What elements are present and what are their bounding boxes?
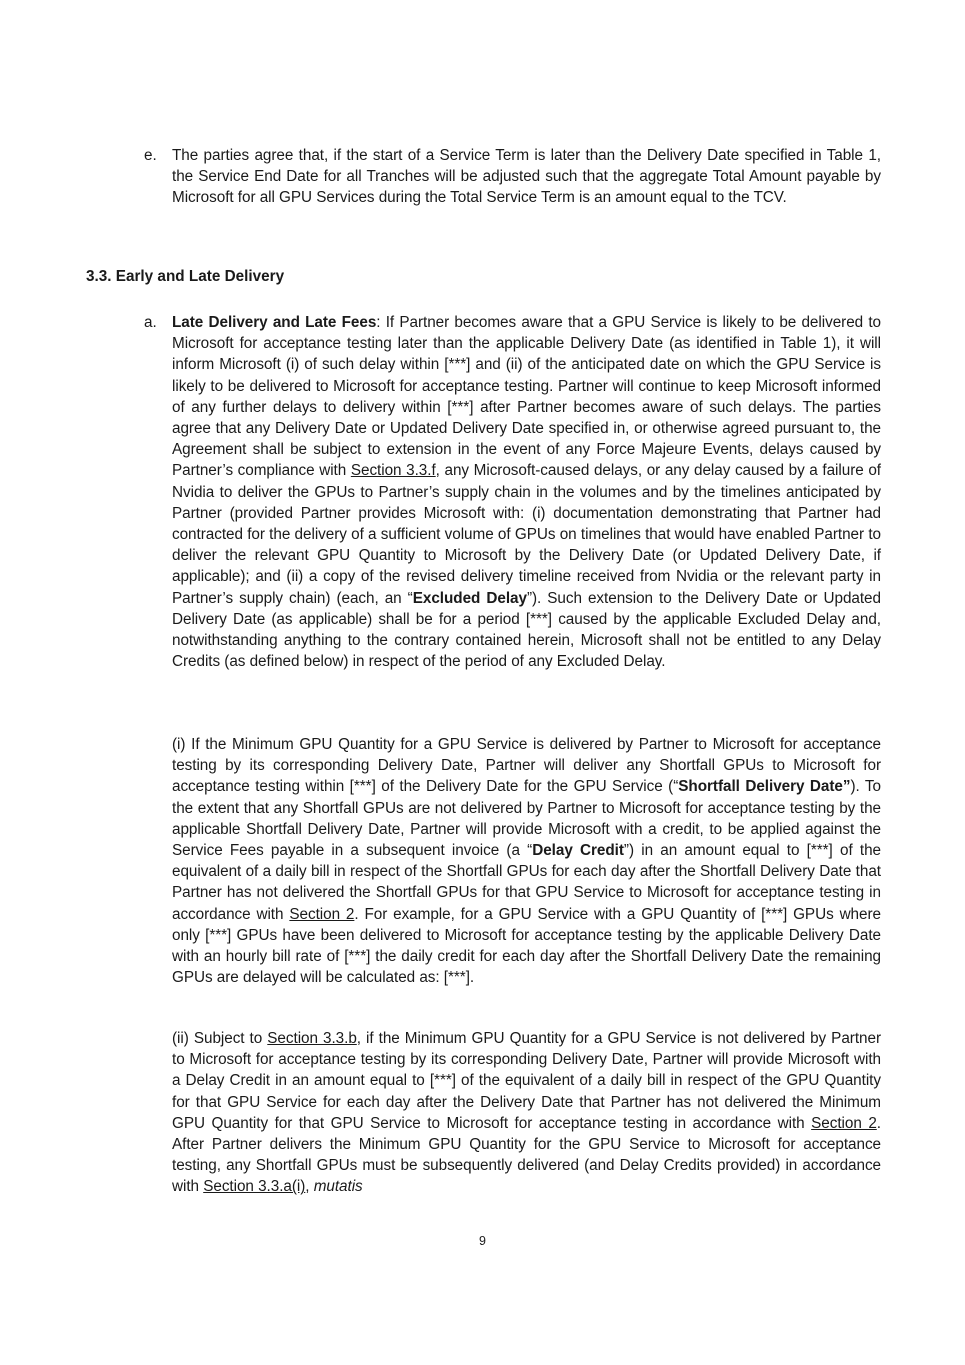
link-section-2-second[interactable]: Section 2: [811, 1114, 877, 1132]
sub-i-text-2: ). To the extent that any Shortfall GPUs are not delivered by Partner to Microsoft for acceptance testing by the applicable Shortfall Delivery Date, Partner will provide Microsoft with a credit, to be applied against the Service Fees payable in a subsequent invoice (a “: [172, 778, 881, 860]
mutatis-italic: mutatis: [313, 1178, 363, 1196]
link-section-3-3-f[interactable]: Section 3.3.f: [350, 462, 436, 480]
paragraph-sub-ii: [172, 1028, 881, 1198]
sub-i-text-1: (i) If the Minimum GPU Quantity for a GPU Service is delivered by Partner to Microsoft for acceptance testing by its corresponding Delivery Date, Partner will deliver any Shortfall GPUs to Microsoft for acceptance testing within [***] of the Delivery Date for the GPU Service (“: [172, 736, 881, 796]
term-shortfall-delivery-date: Shortfall Delivery Date”: [678, 778, 851, 796]
sub-i-text-3: ”) in an amount equal to [***] of the equivalent of a daily bill in respect of the Shortfall GPUs for each day after the Shortfall Delivery Date that Partner has not delivered the Shortfall GPUs for that GPU Service to Microsoft for acceptance testing in accordance with: [172, 842, 881, 923]
paragraph-sub-i: [172, 734, 881, 988]
section-heading-3-3: 3.3. Early and Late Delivery: [86, 268, 285, 285]
link-section-3-3-a-i[interactable]: Section 3.3.a(i): [203, 1178, 306, 1196]
term-excluded-delay: Excluded Delay: [412, 589, 527, 607]
list-marker-a: a.: [144, 314, 157, 331]
paragraph-a-text-2: , any Microsoft-caused delays, or any delay caused by a failure of Nvidia to deliver the GPUs to Partner’s supply chain in the volumes and by the timelines anticipated by Partner (provided Partner provides Microsoft with: (i) documentation demonstrating that Partner had contracted for the delivery of a sufficient volume of GPUs on timelines that would have enabled Partner to deliver the relevant GPU Quantity to Microsoft by the Delivery Date (or Updated Delivery Date, if applicable); and (ii) a copy of the revised delivery timeline received from Nvidia or the relevant party in Partner’s supply chain) (each, an “: [172, 462, 882, 607]
sub-i-text-4: . For example, for a GPU Service with a GPU Quantity of [***] GPUs where only [***] GPUs have been delivered to Microsoft for acceptance testing by the applicable Delivery Date with an hourly bill rate of [***] the daily credit for each day after the Shortfall Delivery Date the remaining GPUs are delayed will be calculated as: [***].: [172, 905, 881, 987]
term-delay-credit: Delay Credit: [532, 842, 624, 860]
late-delivery-title: Late Delivery and Late Fees: [172, 314, 377, 331]
sub-ii-text-1: (ii) Subject to: [172, 1030, 268, 1047]
sub-ii-text-4: ,: [305, 1178, 314, 1196]
paragraph-e: The parties agree that, if the start of a Service Term is later than the Delivery Date specified in Table 1, the Service End Date for all Tranches will be adjusted such that the aggregate Total Amount payable by Microsoft for all GPU Services during the Total Service Term is an amount equal to the TCV.: [172, 147, 881, 207]
page-number: 9: [479, 1234, 486, 1248]
sub-ii-text-3: . After Partner delivers the Minimum GPU Quantity for the GPU Service to Microsoft for acceptance testing, any Shortfall GPUs must be subsequently delivered (and Delay Credits provided) in accordance with: [172, 1114, 881, 1196]
paragraph-a: [172, 312, 881, 672]
link-section-3-3-b[interactable]: Section 3.3.b: [267, 1030, 357, 1047]
paragraph-a-text-1: : If Partner becomes aware that a GPU Service is likely to be delivered to Microsoft for acceptance testing later than the applicable Delivery Date (as identified in Table 1), it will inform Microsoft (i) of such delay within [***] and (ii) of the anticipated date on which the GPU Service is likely to be delivered to Microsoft for acceptance testing. Partner will continue to keep Microsoft informed of any further delays to delivery within [***] after Partner becomes aware of such delays. The parties agree that any Delivery Date or Updated Delivery Date specified in, or otherwise agreed pursuant to, the Agreement shall be subject to extension in the event of any Force Majeure Events, delays caused by Partner’s compliance with: [172, 314, 881, 480]
sub-ii-text-2: , if the Minimum GPU Quantity for a GPU Service is not delivered by Partner to Microsoft for acceptance testing by its corresponding Delivery Date, Partner will provide Microsoft with a Delay Credit in an amount equal to [***] of the equivalent of a daily bill in respect of the GPU Quantity for that GPU Service for each day after the Delivery Date that Partner has not delivered the Minimum GPU Quantity for that GPU Service to Microsoft for acceptance testing in accordance with: [172, 1030, 881, 1132]
link-section-2[interactable]: Section 2: [289, 905, 355, 923]
list-marker-e: e.: [144, 147, 157, 164]
paragraph-a-text-3: ”). Such extension to the Delivery Date or Updated Delivery Date (as applicable) shall be for a period [***] caused by the applicable Excluded Delay and, notwithstanding anything to the contrary contained herein, Microsoft shall not be entitled to any Delay Credits (as defined below) in respect of the period of any Excluded Delay.: [172, 589, 881, 671]
